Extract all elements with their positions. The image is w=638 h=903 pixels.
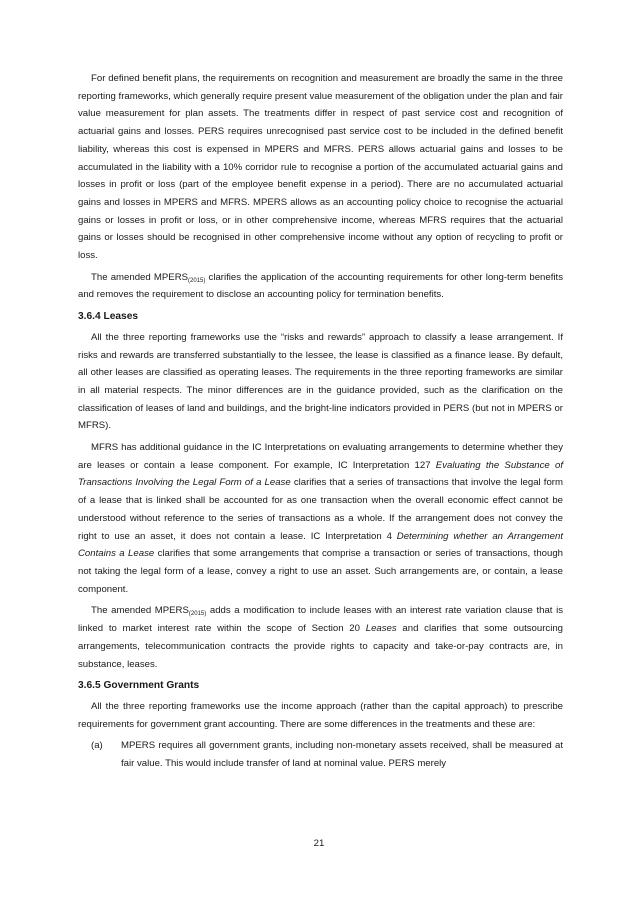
list-item-a [78,737,563,772]
paragraph-income-approach: All the three reporting frameworks use the income approach (rather than the capital approach) to prescribe requirements for government grant accounting. There are some differences in the treatments and these are: [78,700,563,730]
subscript-year: (2015) [188,611,207,618]
paragraph-mfrs-ic-interpretations [78,439,563,598]
text-run: adds a modification to include leases with an interest rate variation clause that is linked to market interest rate within the scope of Section 20 [78,605,563,635]
text-run: clarifies the application of the accounting requirements for other long-term benefits and removes the requirement to disclose an accounting policy for termination benefits. [78,271,563,301]
italic-title: Leases [365,623,397,635]
section-heading-government-grants: 3.6.5 Government Grants [78,680,200,692]
paragraph-defined-benefit-plans: For defined benefit plans, the requirements on recognition and measurement are broadly the same in the three reporting frameworks, which generally require present value measurement of the obligation under the plan and fair value measurement for plan assets. The treatments differ in respect of past service cost and recognition of actuarial gains and losses. PERS requires unrecognised past service cost to be included in the defined benefit liability, whereas this cost is expensed in MPERS and MFRS. PERS allows actuarial gains and losses to be accumulated in the liability with a 10% corridor rule to recognise a portion of the accumulated actuarial gains and losses in profit or loss (part of the employee benefit expense in a period). There are no accumulated actuarial gains and losses in MPERS and MFRS. MPERS allows as an accounting policy choice to recognise the actuarial gains or losses in profit or loss, or in other comprehensive income, whereas MFRS requires that the actuarial gains or losses should be recognised in other comprehensive income without any option of recycling to profit or loss. [78,73,563,262]
text-run: The amended MPERS [91,605,189,617]
page-number: 21 [313,838,325,849]
section-heading-leases: 3.6.4 Leases [78,311,139,323]
text-run: MFRS has additional guidance in the IC Interpretations on evaluating arrangements to determine whether they are leases or contain a lease component. For example, IC Interpretation 127 [78,442,563,471]
italic-title: Evaluating the Substance of Transactions Involving the Legal Form of a Lease [78,459,563,489]
list-label: (a) [91,740,103,752]
paragraph-risks-and-rewards: All the three reporting frameworks use the “risks and rewards” approach to classify a lease arrangement. If risks and rewards are transferred substantially to the lessee, the lease is classified as a finance lease. By default, all other leases are classified as operating leases. The requirements in the three reporting frameworks are similar in all material respects. The minor differences are in the guidance provided, such as the clarification on the classification of leases of land and buildings, and the bright-line indicators provided in PERS (but not in MPERS or MFRS). [78,331,563,432]
document-body [78,70,563,773]
text-run: The amended MPERS [91,271,189,283]
subscript-year: (2015) [188,277,206,284]
paragraph-amended-mpers-leases [78,602,563,673]
text-run: clarifies that a series of transactions that involve the legal form of a lease that is linked shall be accounted for as one transaction when the overall economic effect cannot be understood without reference to the series of transactions as a whole. If the arrangement does not convey the right to use an asset, it does not contain a lease. IC Interpretation 4 [78,477,563,542]
text-run: clarifies that some arrangements that comprise a transaction or series of transactions, though not taking the legal form of a lease, convey a right to use an asset. Such arrangements are, or contain, a lease component. [78,548,563,595]
paragraph-amended-mpers-benefits [78,269,563,304]
italic-title: Determining whether an Arrangement Contains a Lease [78,530,563,560]
list-text: MPERS requires all government grants, including non-monetary assets received, shall be measured at fair value. This would include transfer of land at nominal value. PERS merely [121,740,563,770]
text-run: and clarifies that some outsourcing arrangements, telecommunication contracts the provide rights to capacity and take-or-pay contracts are, in substance, leases. [78,623,563,670]
